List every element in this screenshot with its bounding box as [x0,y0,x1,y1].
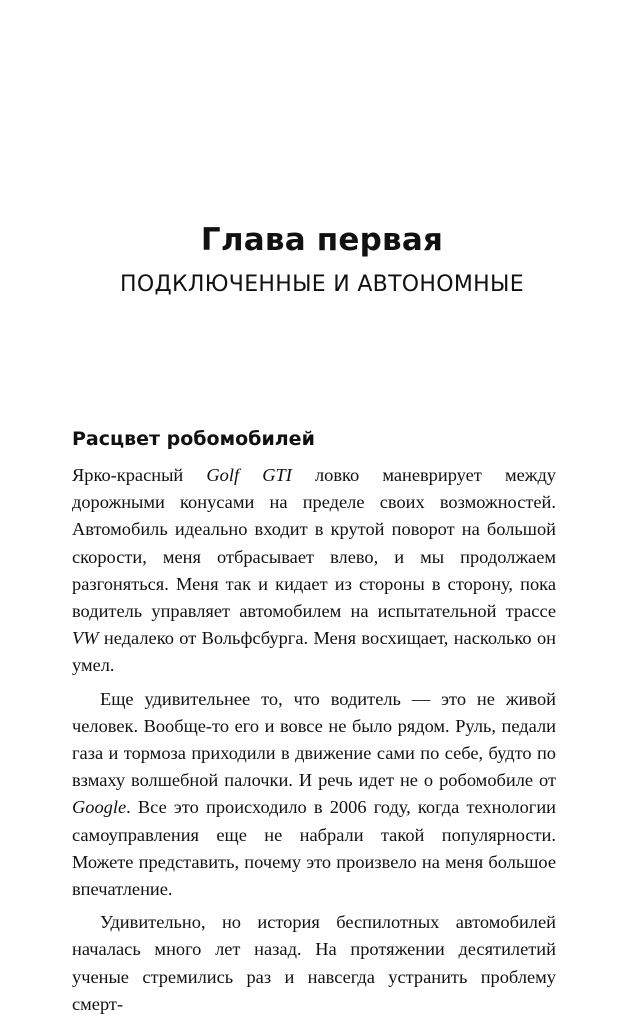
paragraph-2-text-a: Еще удивительнее то, что водитель — это не живой человек. Вообще-то его и вовсе не было рядом. Руль, педали газа и тормоза приходили в движение сами по себе, будто по взмаху волшебной палочки. И речь идет не о робомобиле от [72,688,556,791]
brand-name: VW [72,628,99,649]
paragraph-1-text-a: Ярко-красный [72,465,207,485]
paragraph-2-text-b: . Все это происходило в 2006 году, когда технологии самоуправления еще не набрали такой популярности. Можете представить, почему это произвело на меня большое впечатление. [72,797,556,900]
section-heading: Расцвет робомобилей [72,428,315,450]
chapter-title: Глава первая [200,222,444,258]
paragraph-2 [72,686,556,904]
paragraph-3 [72,909,556,1018]
paragraph-1-text-b: ловко маневрирует между дорожными конусами на пределе своих возможностей. Автомобиль идеально входит в крутой поворот на большой скорости, меня отбрасывает влево, и мы продолжаем разгоняться. Меня так и кидает из стороны в сторону, пока водитель управляет автомобилем на испытательной трассе [72,465,556,622]
company-name: Google [72,797,127,818]
paragraph-1 [72,462,556,680]
chapter-subtitle: ПОДКЛЮЧЕННЫЕ И АВТОНОМНЫЕ [120,272,524,297]
paragraph-1-text-c: недалеко от Вольфсбурга. Меня восхищает, насколько он умел. [72,628,556,676]
car-model-name: Golf GTI [206,465,292,485]
body-text [72,462,556,1018]
paragraph-3-text: Удивительно, но история беспилотных автомобилей началась много лет назад. На протяжении десятилетий ученые стремились раз и навсегда устранить проблему смерт- [72,912,556,1014]
